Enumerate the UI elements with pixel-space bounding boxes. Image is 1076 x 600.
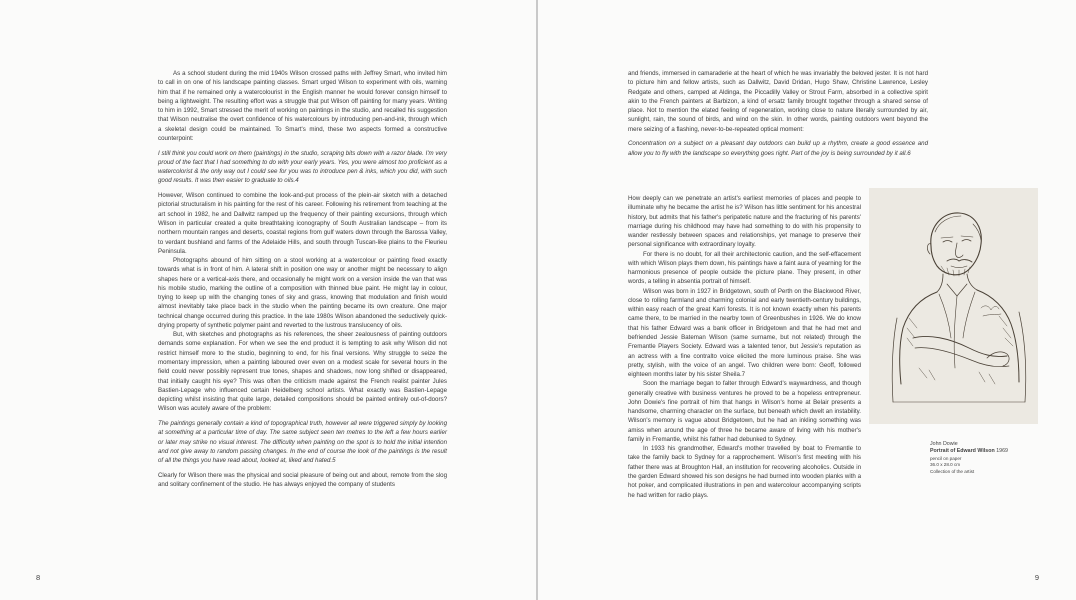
paragraph: But, with sketches and photographs as his references, the sheer zealousness of painting outdoors demands some explanation. For when we see the end product it is tempting to ask why Wilson did not restrict himself more to the studio, beginning to end, for his final versions. Why struggle to seize the momentary impression, when a painting laboured over even on a modest scale for several hours in the field could never possibly represent true tones, shapes and shadows, now long shifted or disappeared, that initially caught his eye? This was often the criticism made against the French realist painter Jules Bastien-Lepage who influenced certain Heidelberg school artists. What exactly was Bastien-Lepage depicting whilst insisting that quite large, detailed compositions should be painted entirely out-of-doors? Wilson was acutely aware of the problem: [158,331,447,413]
paragraph: As a school student during the mid 1940s Wilson crossed paths with Jeffrey Smart, who invited him to call in on one of his landscape painting classes. Smart urged Wilson to experiment with oils, warning him that if he remained only a watercolourist in the English manner he would forever consign himself to being a lightweight. The resulting effort was a struggle that put Wilson off painting for many years. Writing to him in 1992, Smart stressed the merit of working on paintings in the studio, and recalled his suggestion that Wilson neutralise the overt confidence of his watercolours by introducing pen-and-ink, through which a skeletal design could be maintained. To Smart's mind, these two aspects formed a constructive counterpoint: [158,70,447,142]
caption-collection: Collection of the artist [930,469,975,474]
block-quote: The paintings generally contain a kind of topographical truth, however all were triggered simply by looking at something at a particular time of day. The same subject seen ten metres to the left a few hours earlier or later may strike no visual interest. The difficulty when painting on the spot is to hold the initial intention and not give away to random passing changes. In the end of course the look of the paintings is the result of all the things you have read about, looked at, liked and hated.5 [158,420,447,465]
right-text-column-top [628,69,928,159]
paragraph: Soon the marriage began to falter through Edward's waywardness, and though generally creative with business ventures he proved to be a hopeless entrepreneur. John Dowie's fine portrait of him that hangs in Wilson's home at Belair presents a handsome, charming character on the surface, but beneath which dwelt an instability. Wilson's memory is vague about Bridgetown, but he had an inkling something was amiss when around the age of three he became aware of living with his mother's family in Fremantle, whilst his father had debunked to Sydney. [628,380,861,443]
paragraph: In 1933 his grandmother, Edward's mother travelled by boat to Fremantle to take the family back to Sydney for a rapprochement. Wilson's first meeting with his father there was at Broughton Hall, an institution for recovering alcoholics. Outside in the garden Edward showed his son designs he had burned into wooden planks with a hot poker, and complicated illustrations in pen and watercolour accompanying scripts he had written for radio plays. [628,445,861,499]
paragraph: and friends, immersed in camaraderie at the heart of which he was invariably the beloved jester. It is not hard to picture him and fellow artists, such as Dallwitz, David Dridan, Hugo Shaw, Christine Lawrence, Lesley Redgate and others, camped at Aldinga, the Piccadilly Valley or Strout Farm, absorbed in a collective spirit akin to the French painters at Barbizon, a kind of ersatz family brought together through a shared sense of place. Not to mention the elated feeling of regeneration, working close to nature literally surrounded by air, sunlight, rain, the sound of birds, and wind on the skin. In other words, painting outdoors went beyond the mere seizing of a flashing, never-to-be-repeated optical moment: [628,70,928,133]
page-number: 8 [36,573,41,582]
paragraph: However, Wilson continued to combine the look-and-put process of the plein-air sketch with a detached pictorial structuralism in his painting for the rest of his career. Following his retirement from teaching at the art school in 1982, he and Dallwitz ramped up the frequency of their painting excursions, through which Wilson in particular created a quite breathtaking iconography of South Australian landscape – from its northern mountain ranges and deserts, coastal regions from gulf waters down through the Barossa Valley, to verdant bushland and farms of the Adelaide Hills, and south through Tuscan-like plains to the Fleurieu Peninsula. [158,192,447,255]
page-number: 9 [1034,573,1039,582]
caption-title: Portrait of Edward Wilson [930,448,995,455]
right-page [538,0,1076,600]
paragraph: Clearly for Wilson there was the physical and social pleasure of being out and about, remote from the slog and solitary confinement of the studio. He has always enjoyed the company of students [158,471,447,489]
paragraph: How deeply can we penetrate an artist's earliest memories of places and people to illuminate why he became the artist he is? Wilson has little sentiment for his ancestral history, but admits that his father's peripatetic nature and the fracturing of his parents' marriage during his childhood may have had something to do with his propensity to wander restlessly between spaces and relationships, yet manage to preserve their personal significance with extraordinary loyalty. [628,195,861,249]
block-quote: I still think you could work on them (paintings) in the studio, scraping bits down with a razor blade. I'm very proud of the fact that I had something to do with your early years. Yes, you were almost too proficient as a watercolorist & the only way out I could see for you was to introduce pen & inks, which you did, with such good results. It was then easier to graduate to oils.4 [158,149,447,185]
caption-year: 1969 [996,448,1008,455]
paragraph: Wilson was born in 1927 in Bridgetown, south of Perth on the Blackwood River, close to rolling farmland and charming colonial and early twentieth-century buildings, within easy reach of the great Karri forests. It is not known exactly when his parents came there, to be married in the nearby town of Greenbushes in 1926. We do know that his father Edward was a bank officer in Bridgetown and that he had met and befriended Jessie Bateman Wilson (same surname, but not related) through the Fremantle Players Society. Edward was a talented tenor, but Jessie's reputation as an actress with a fine contralto voice elicited the more luminous praise. She was pretty, stylish, with the voice of an angel. Two children were born: Geoff, followed eighteen months later by his sister Sheila.7 [628,287,861,379]
portrait-sketch-image [869,188,1038,424]
block-quote: Concentration on a subject on a pleasant day outdoors can build up a rhythm, create a good essence and allow you to fly with the landscape so everything goes right. Part of the joy is being surrounded by it all.6 [628,140,928,157]
caption-medium: pencil on paper [930,455,962,461]
left-text-column [158,69,447,489]
left-page [0,0,536,600]
artwork-caption [930,441,1040,476]
right-text-column-narrow [628,194,861,500]
caption-artist: John Dowie [930,441,958,447]
caption-dimensions: 36.0 x 28.0 cm [930,462,961,468]
paragraph: Photographs abound of him sitting on a stool working at a watercolour or painting fixed exactly towards what is in front of him. A lateral shift in position one way or another might be necessary to align shapes here or a vertical-axis there, and occasionally he might work on a version inside the van that was his mobile studio, marking the outline of a composition with thinned blue paint. He might lay in colour, trying to keep up with the changing tones of sky and grass, knowing that modulation and finish would almost inevitably take place back in the studio when the painting became its own creature. One major technical change occurred during this practice. In the late 1980s Wilson abandoned the seductively quick-drying property of synthetic polymer paint and reverted to the lustrous translucency of oils. [158,257,447,329]
paragraph: For there is no doubt, for all their architectonic caution, and the self-effacement with which Wilson plays them down, his paintings have a faint aura of yearning for the harmonious presence of people outside the picture plane. They present, in other words, a telling in absentia portrait of himself. [628,250,861,286]
